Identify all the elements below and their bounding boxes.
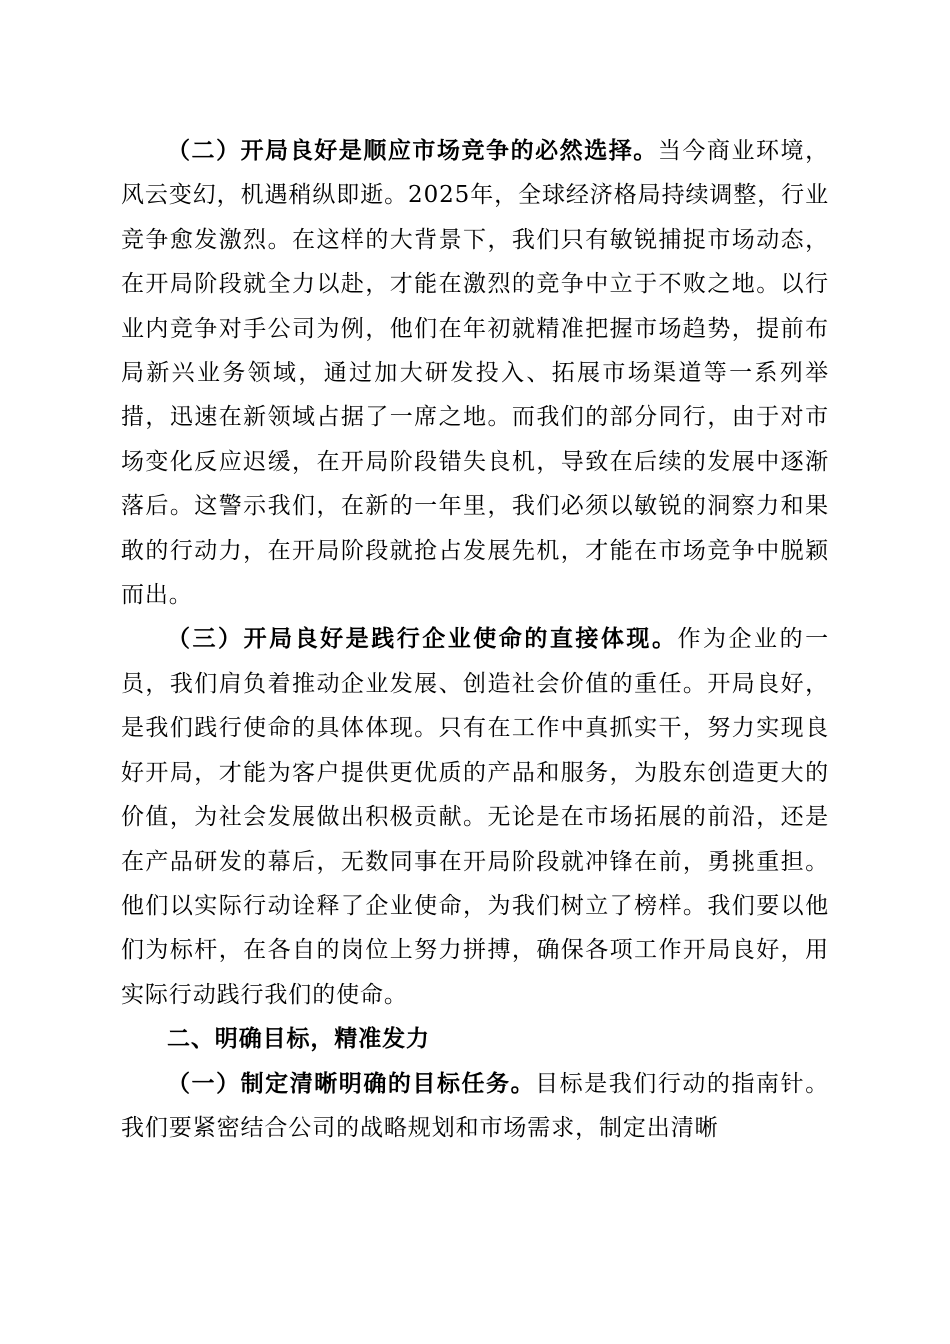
- paragraph-body: 当今商业环境，风云变幻，机遇稍纵即逝。2025年，全球经济格局持续调整，行业竞争愈发激烈。在这样的大背景下，我们只有敏锐捕捉市场动态，在开局阶段就全力以赴，才能在激烈的竞争中立于不败之地。以行业内竞争对手公司为例，他们在年初就精准把握市场趋势，提前布局新兴业务领域，通过加大研发投入、拓展市场渠道等一系列举措，迅速在新领域占据了一席之地。而我们的部分同行，由于对市场变化反应迟缓，在开局阶段错失良机，导致在后续的发展中逐渐落后。这警示我们，在新的一年里，我们必须以敏锐的洞察力和果敢的行动力，在开局阶段就抢占发展先机，才能在市场竞争中脱颖而出。: [121, 138, 829, 609]
- paragraph-market-competition: [121, 129, 829, 617]
- paragraph-body: 目标是我们行动的指南针。我们要紧密结合公司的战略规划和市场需求，制定出清晰: [121, 1070, 830, 1141]
- section-heading: 二、明确目标，精准发力: [167, 1026, 430, 1053]
- paragraph-lead: （三）开局良好是践行企业使命的直接体现。: [167, 625, 678, 653]
- document-page: [121, 129, 829, 1150]
- paragraph-body: 作为企业的一员，我们肩负着推动企业发展、创造社会价值的重任。开局良好，是我们践行使命的具体体现。只有在工作中真抓实干，努力实现良好开局，才能为客户提供更优质的产品和服务，为股东创造更大的价值，为社会发展做出积极贡献。无论是在市场拓展的前沿，还是在产品研发的幕后，无数同事在开局阶段就冲锋在前，勇挑重担。他们以实际行动诠释了企业使命，为我们树立了榜样。我们要以他们为标杆，在各自的岗位上努力拼搏，确保各项工作开局良好，用实际行动践行我们的使命。: [121, 626, 830, 1008]
- paragraph-corporate-mission: [121, 617, 829, 1017]
- paragraph-lead: （一）制定清晰明确的目标任务。: [167, 1069, 536, 1097]
- paragraph-lead: （二）开局良好是顺应市场竞争的必然选择。: [167, 137, 658, 164]
- paragraph-goals: [121, 1062, 829, 1151]
